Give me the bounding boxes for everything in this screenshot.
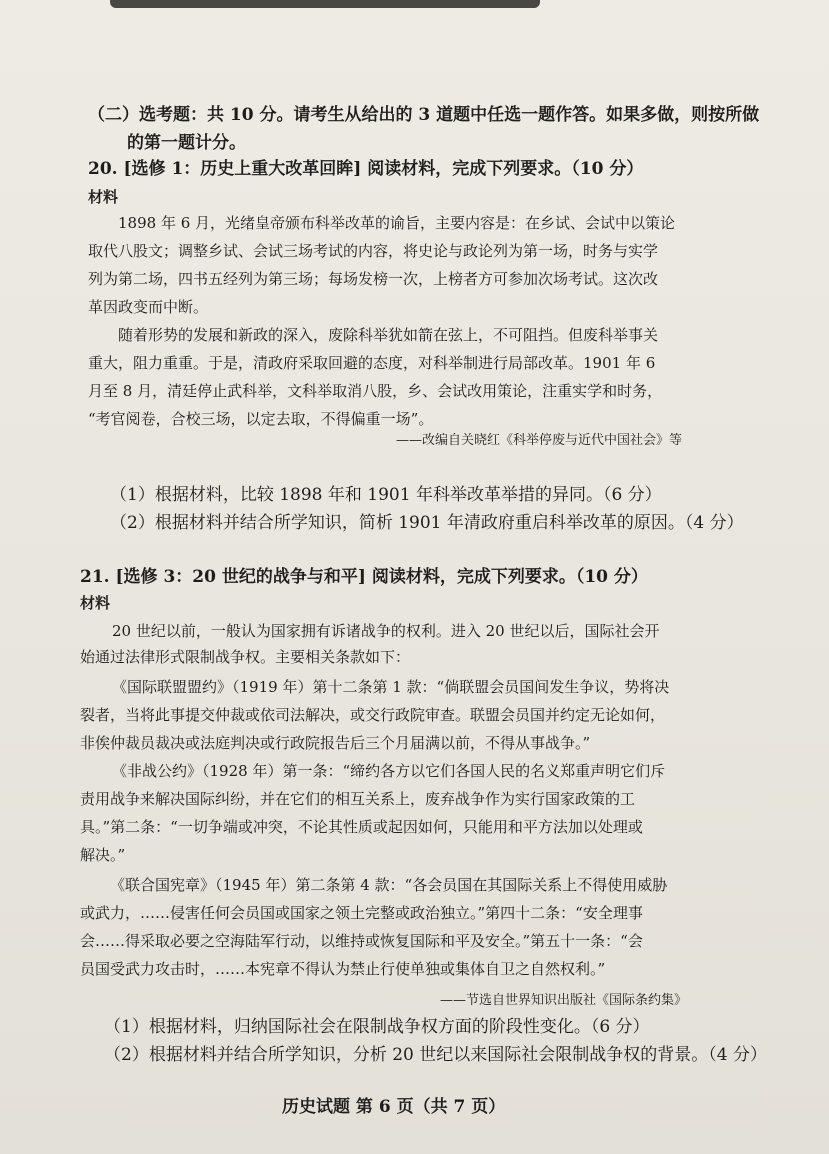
q21-p1-line-1: 20 世纪以前，一般认为国家拥有诉诸战争的权利。进入 20 世纪以后，国际社会开 — [112, 622, 660, 640]
q20-p1-line-2: 取代八股文；调整乡试、会试三场考试的内容，将史论与政论列为第一场，时务与实学 — [88, 242, 659, 260]
page-footer: 历史试题 第 6 页（共 7 页） — [282, 1097, 506, 1117]
q21-p2-line-2: 裂者，当将此事提交仲裁或依司法解决，或交行政院审查。联盟会员国并约定无论如何， — [80, 706, 666, 724]
q20-p2-line-2: 重大，阻力重重。于是，清政府采取回避的态度，对科举制进行局部改革。1901 年 6 — [88, 354, 656, 372]
q20-p1-line-4: 革因政变而中断。 — [88, 298, 209, 316]
q21-p3-line-3: 具。”第二条：“一切争端或冲突，不论其性质或起因如何，只能用和平方法加以处理或 — [80, 818, 643, 836]
q21-source: ——节选自世界知识出版社《国际条约集》 — [440, 993, 688, 1008]
q21-p2-line-1: 《国际联盟盟约》（1919 年）第十二条第 1 款：“倘联盟会员国间发生争议，势将决 — [112, 678, 670, 696]
q20-sub-question-2: （2）根据材料并结合所学知识，简析 1901 年清政府重启科举改革的原因。（4 分） — [110, 513, 744, 533]
q20-p2-line-1: 随着形势的发展和新政的深入，废除科举犹如箭在弦上，不可阻挡。但废科举事关 — [118, 326, 659, 344]
q21-p3-line-2: 责用战争来解决国际纠纷，并在它们的相互关系上，废弃战争作为实行国家政策的工 — [80, 790, 636, 808]
q20-p2-line-3: 月至 8 月，清廷停止武科举，文科举取消八股，乡、会试改用策论，注重实学和时务， — [88, 382, 663, 400]
section-heading-line-1: （二）选考题：共 10 分。请考生从给出的 3 道题中任选一题作答。如果多做，则按所做 — [88, 105, 760, 125]
q20-source: ——改编自关晓红《科举停废与近代中国社会》等 — [396, 433, 683, 448]
q21-sub-question-2: （2）根据材料并结合所学知识，分析 20 世纪以来国际社会限制战争权的背景。（4 分） — [104, 1045, 767, 1065]
q20-p2-line-4: “考官阅卷，合校三场，以定去取，不得偏重一场”。 — [88, 410, 434, 428]
q21-p4-line-3: 会……得采取必要之空海陆军行动，以维持或恢复国际和平及安全。”第五十一条：“会 — [80, 932, 643, 950]
q21-p2-line-3: 非俟仲裁员裁决或法庭判决或行政院报告后三个月届满以前，不得从事战争。” — [80, 734, 591, 752]
top-binding-strip — [110, 0, 540, 8]
q21-p4-line-4: 员国受武力攻击时，……本宪章不得认为禁止行使单独或集体自卫之自然权利。” — [80, 960, 606, 978]
q21-title: 21. [选修 3：20 世纪的战争与和平] 阅读材料，完成下列要求。（10 分） — [80, 567, 648, 587]
q20-p1-line-1: 1898 年 6 月，光绪皇帝颁布科举改革的谕旨，主要内容是：在乡试、会试中以策论 — [118, 214, 676, 232]
section-heading-line-2: 的第一题计分。 — [127, 133, 246, 153]
q20-sub-question-1: （1）根据材料，比较 1898 年和 1901 年科举改革举措的异同。（6 分） — [110, 485, 662, 505]
q20-title: 20. [选修 1：历史上重大改革回眸] 阅读材料，完成下列要求。（10 分） — [88, 159, 644, 179]
q20-material-label: 材料 — [88, 188, 119, 206]
q21-material-label: 材料 — [80, 594, 111, 612]
q21-p4-line-2: 或武力，……侵害任何会员国或国家之领土完整或政治独立。”第四十二条：“安全理事 — [80, 904, 643, 922]
q21-p4-line-1: 《联合国宪章》（1945 年）第二条第 4 款：“各会员国在其国际关系上不得使用威胁 — [110, 876, 668, 894]
q21-sub-question-1: （1）根据材料，归纳国际社会在限制战争权方面的阶段性变化。（6 分） — [104, 1017, 650, 1037]
q21-p1-line-2: 始通过法律形式限制战争权。主要相关条款如下： — [80, 648, 411, 666]
q21-p3-line-1: 《非战公约》（1928 年）第一条：“缔约各方以它们各国人民的名义郑重声明它们斥 — [112, 762, 666, 780]
q21-p3-line-4: 解决。” — [80, 846, 126, 864]
q20-p1-line-3: 列为第二场，四书五经列为第三场；每场发榜一次，上榜者方可参加次场考试。这次改 — [88, 270, 659, 288]
